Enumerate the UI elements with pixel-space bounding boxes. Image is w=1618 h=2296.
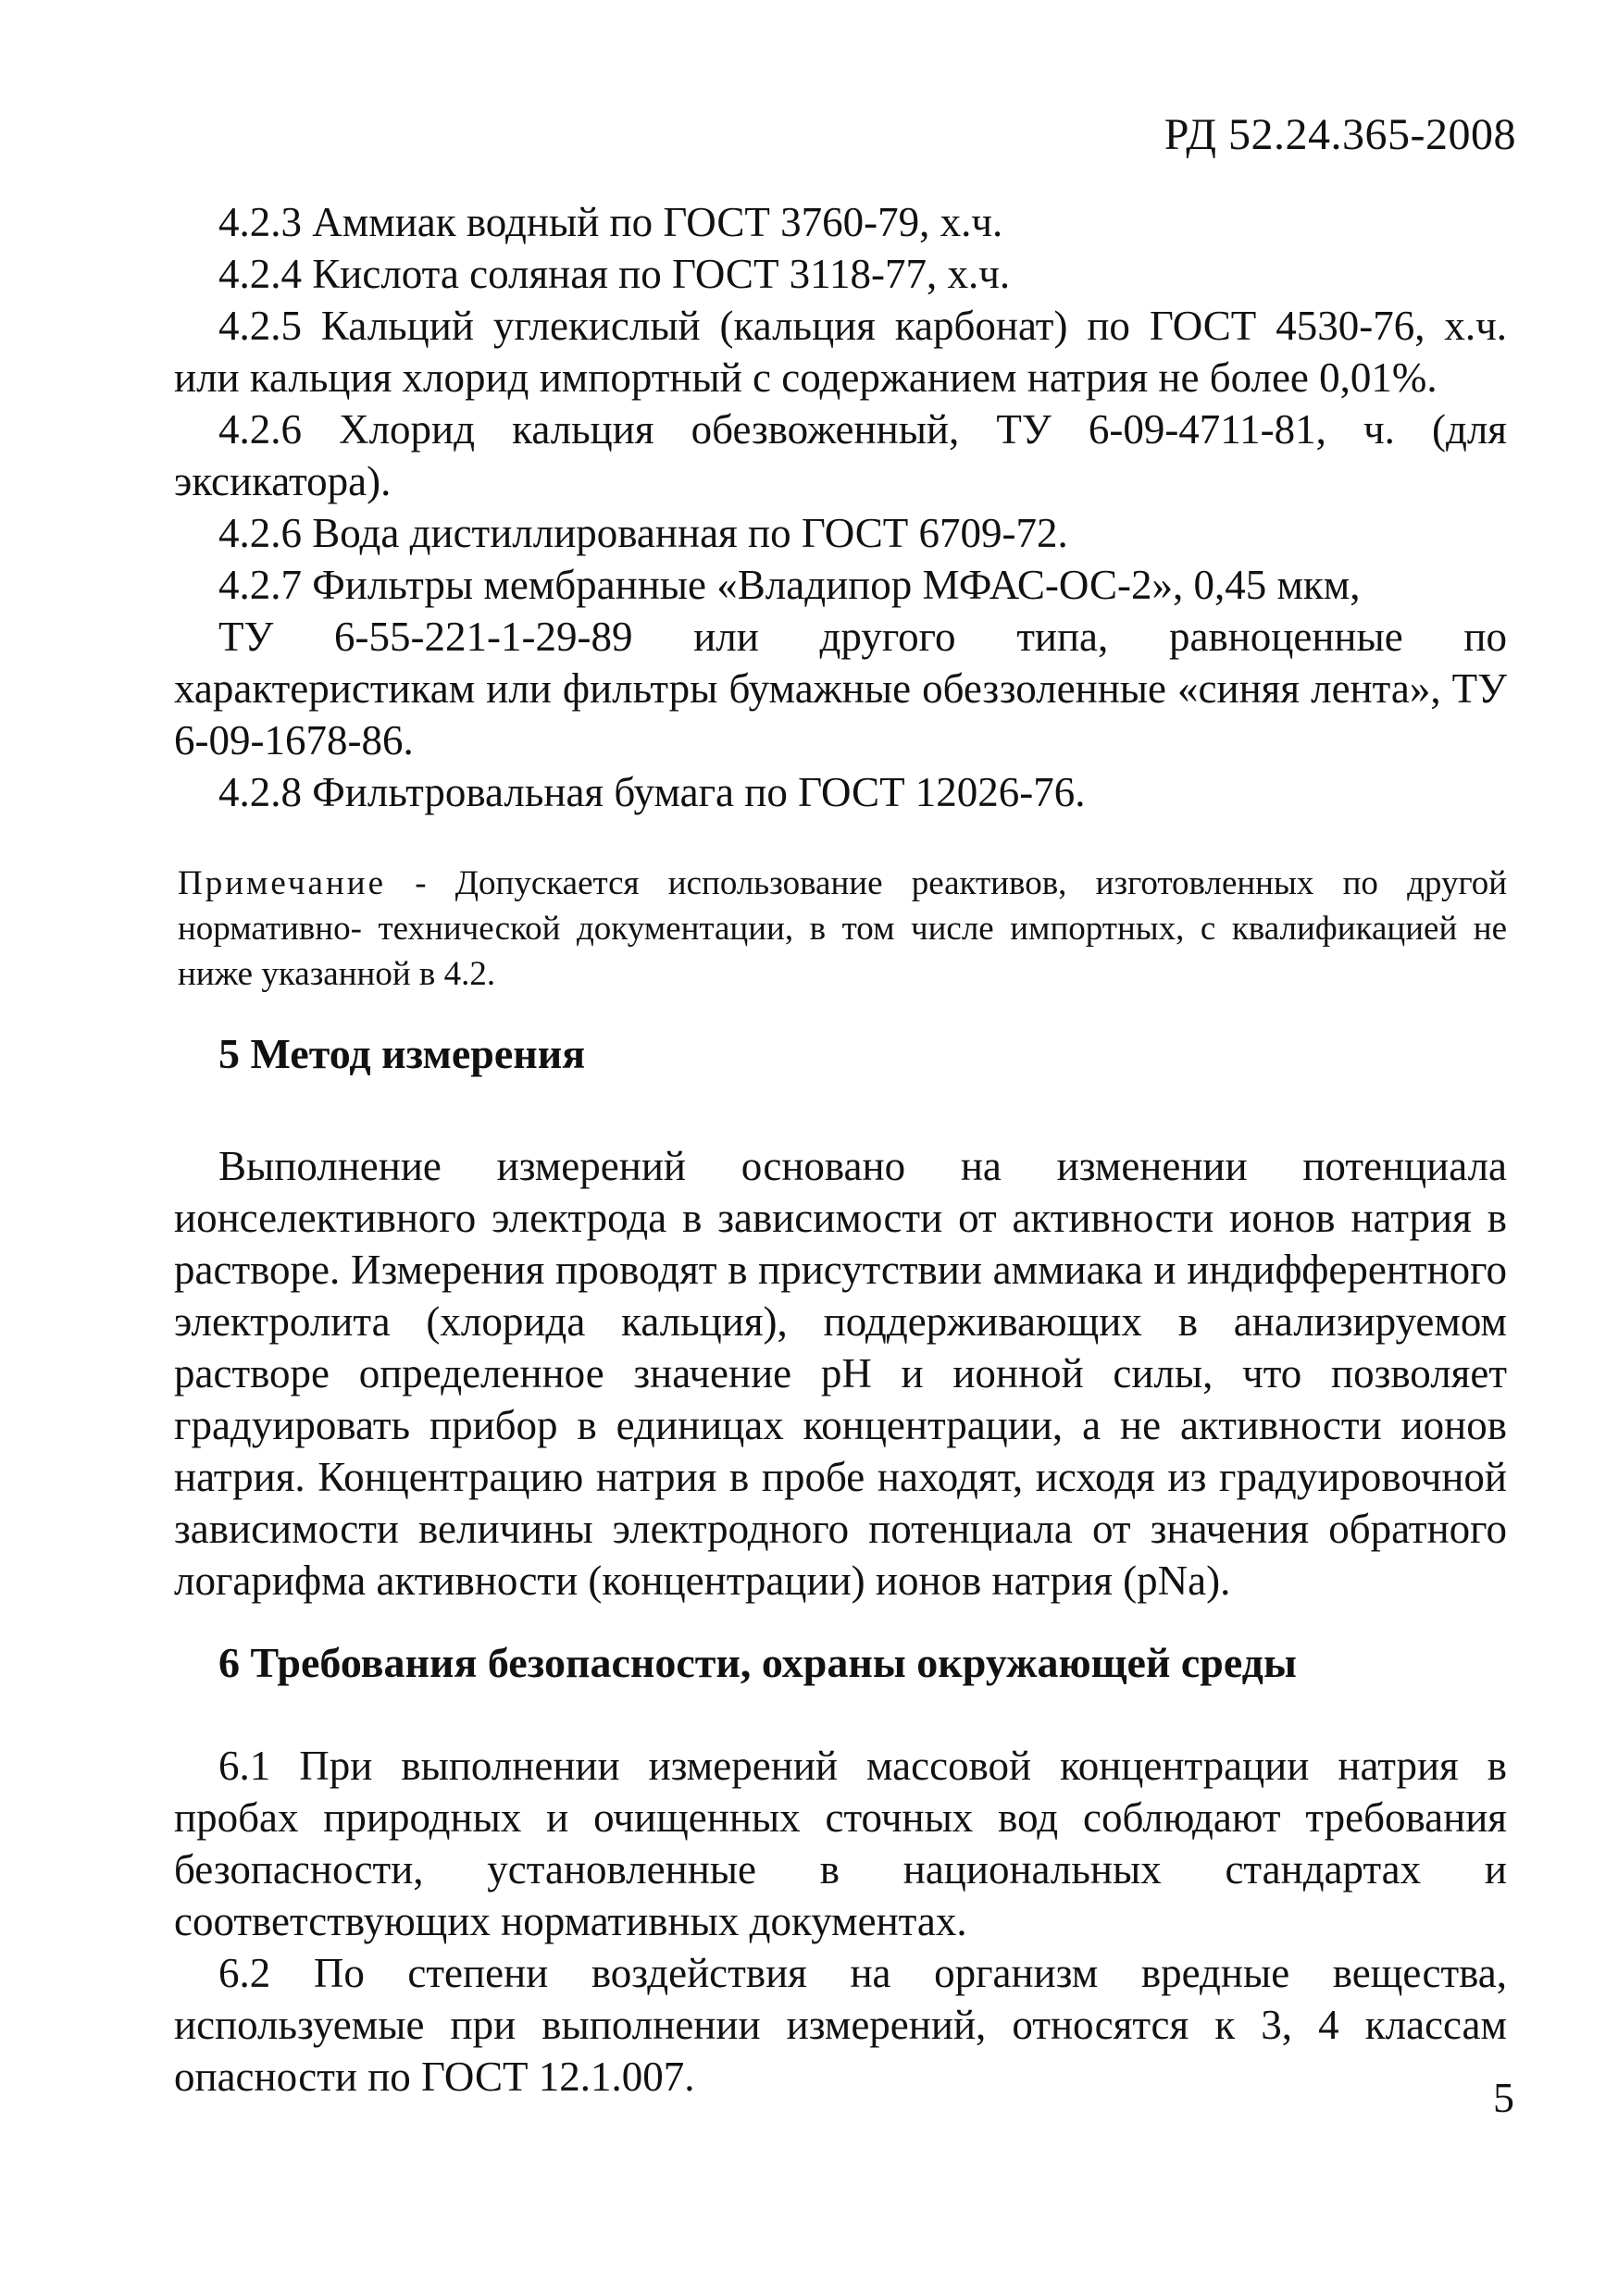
note-paragraph bbox=[178, 861, 1507, 997]
list-item: 4.2.8 Фильтровальная бумага по ГОСТ 12026-76. bbox=[218, 769, 1086, 815]
note-lead: Примечание bbox=[178, 864, 386, 902]
page-number: 5 bbox=[1493, 2074, 1514, 2121]
section-6-paragraph-1: 6.1 При выполнении измерений массовой концентрации натрия в пробах природных и очищенных сточных вод соблюдают требования безопасности, установленные в национальных стандартах и соответствующих нормативных документах. bbox=[174, 1743, 1507, 1944]
list-item: ТУ 6-55-221-1-29-89 или другого типа, равноценные по характеристикам или фильтры бумажные обеззоленные «синяя лента», ТУ 6-09-1678-86. bbox=[174, 614, 1507, 763]
list-item: 4.2.5 Кальций углекислый (кальция карбонат) по ГОСТ 4530-76, х.ч. или кальция хлорид импортный с содержанием натрия не более 0,01%. bbox=[174, 303, 1507, 401]
note-text: - Допускается использование реактивов, изготовленных по другой нормативно- технической документации, в том числе импортных, с квалификацией не ниже указанной в 4.2. bbox=[178, 864, 1507, 993]
list-item: 4.2.3 Аммиак водный по ГОСТ 3760-79, х.ч. bbox=[218, 199, 1003, 245]
section-6-body bbox=[174, 1740, 1507, 2103]
list-item: 4.2.6 Хлорид кальция обезвоженный, ТУ 6-09-4711-81, ч. (для эксикатора). bbox=[174, 406, 1507, 504]
section-5-heading: 5 Метод измерения bbox=[218, 1030, 586, 1077]
list-item: 4.2.7 Фильтры мембранные «Владипор МФАС-ОС-2», 0,45 мкм, bbox=[218, 562, 1361, 608]
section-5-paragraph: Выполнение измерений основано на изменении потенциала ионселективного электрода в зависимости от активности ионов натрия в растворе. Измерения проводят в присутствии аммиака и индифферентного электролита (хлорида кальция), поддерживающих в анализируемом растворе определенное значение pH и ионной силы, что позволяет градуировать прибор в единицах концентрации, а не активности ионов натрия. Концентрацию натрия в пробе находят, исходя из градуировочной зависимости величины электродного потенциала от значения обратного логарифма активности (концентрации) ионов натрия (pNa). bbox=[174, 1143, 1507, 1604]
list-item: 4.2.6 Вода дистиллированная по ГОСТ 6709-72. bbox=[218, 510, 1068, 556]
reagents-list bbox=[174, 196, 1507, 818]
document-code: РД 52.24.365-2008 bbox=[1164, 110, 1516, 159]
section-5-body bbox=[174, 1140, 1507, 1607]
section-6-heading: 6 Требования безопасности, охраны окружающей среды bbox=[218, 1639, 1297, 1686]
section-6-paragraph-2: 6.2 По степени воздействия на организм вредные вещества, используемые при выполнении измерений, относятся к 3, 4 классам опасности по ГОСТ 12.1.007. bbox=[174, 1950, 1507, 2100]
list-item: 4.2.4 Кислота соляная по ГОСТ 3118-77, х.ч. bbox=[218, 251, 1011, 297]
